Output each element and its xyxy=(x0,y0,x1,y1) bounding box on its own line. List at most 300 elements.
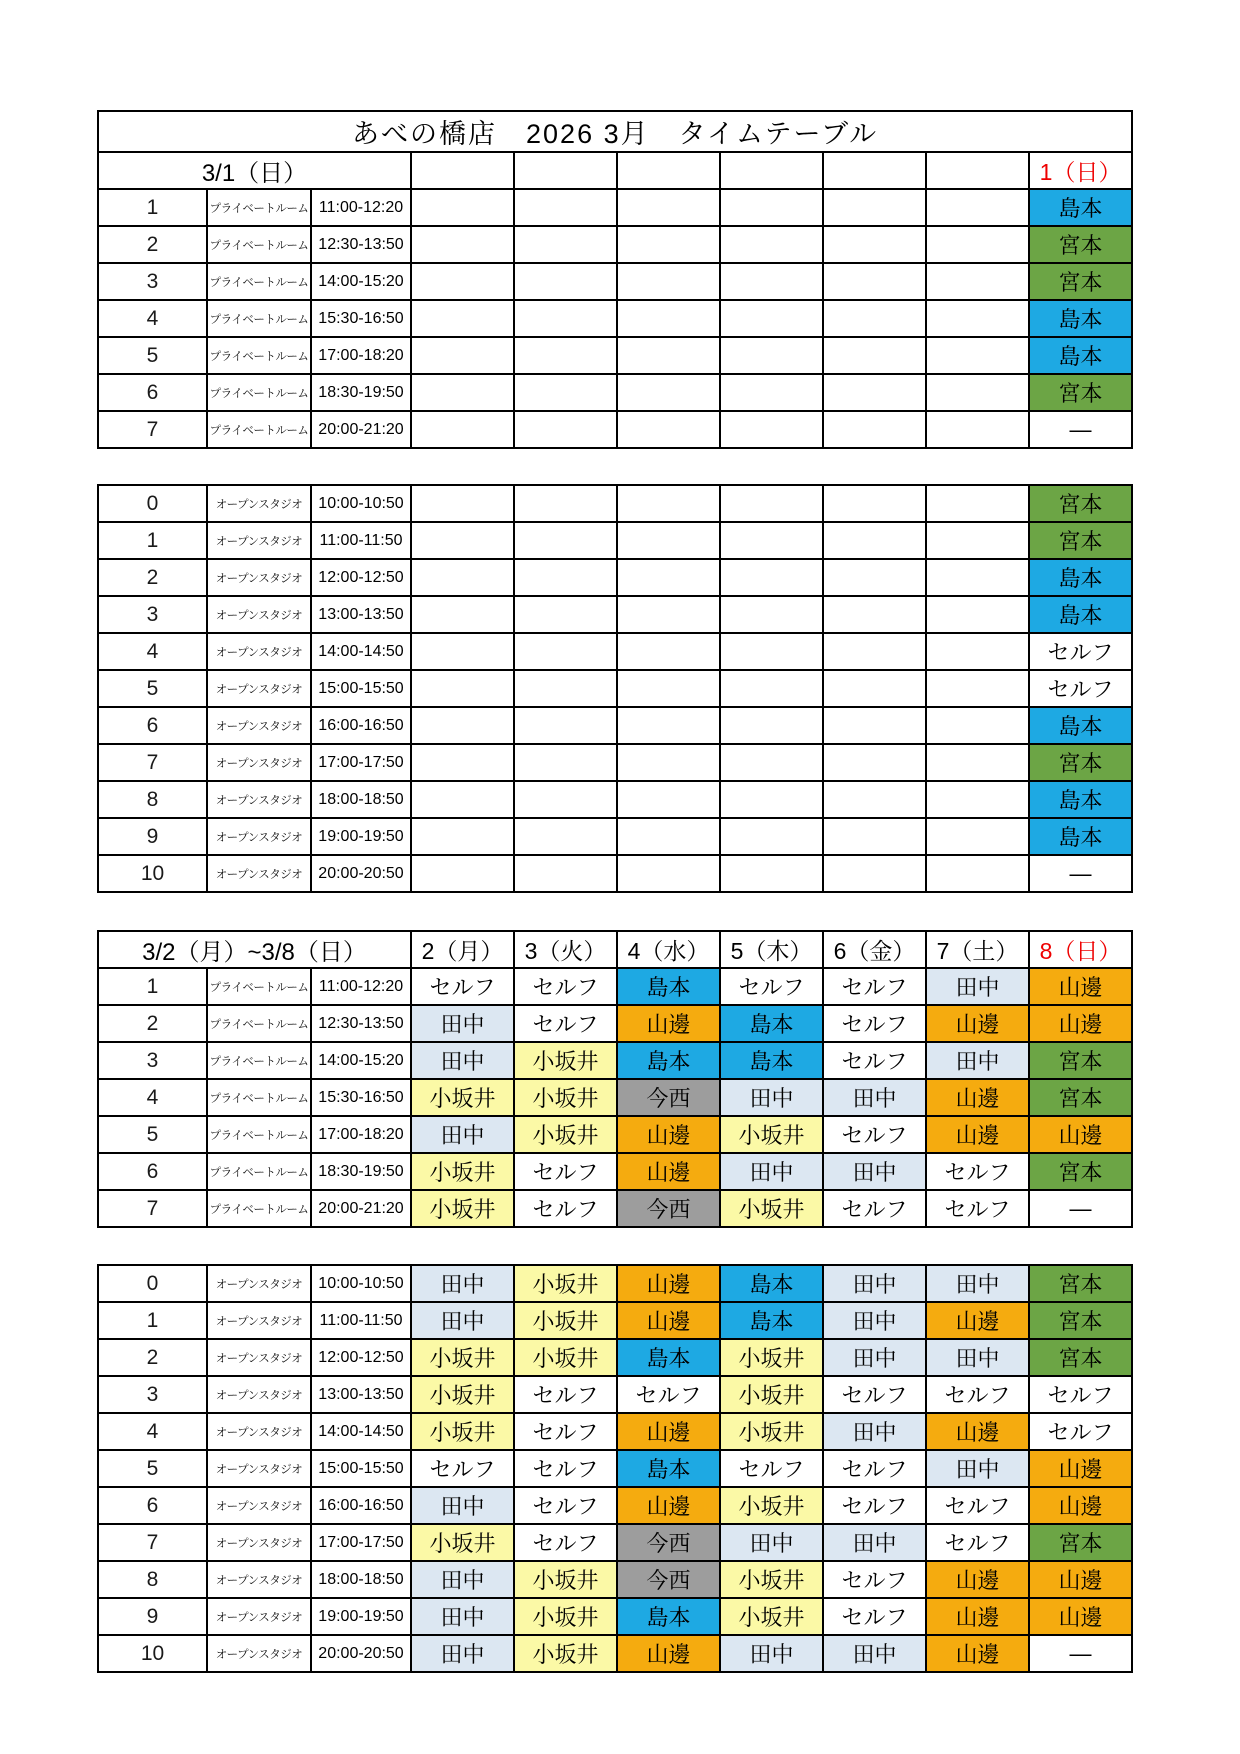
staff-assignment-cell xyxy=(514,374,617,411)
staff-assignment-cell: セルフ xyxy=(823,1561,926,1598)
schedule-row xyxy=(98,1042,1132,1079)
staff-assignment-cell: 山邊 xyxy=(617,1265,720,1302)
slot-number: 5 xyxy=(98,337,207,374)
day-header: 4（水） xyxy=(617,931,720,968)
slot-number: 3 xyxy=(98,596,207,633)
room-label: プライベートルーム xyxy=(207,226,311,263)
room-label: オープンスタジオ xyxy=(207,781,311,818)
open-studio-mar1-table xyxy=(97,484,1133,893)
room-label: オープンスタジオ xyxy=(207,1413,311,1450)
staff-assignment-cell: 島本 xyxy=(1029,707,1132,744)
staff-assignment-cell: 島本 xyxy=(1029,818,1132,855)
time-slot: 20:00-21:20 xyxy=(311,1190,411,1227)
staff-assignment-cell: 山邊 xyxy=(617,1302,720,1339)
staff-assignment-cell xyxy=(926,337,1029,374)
day-header: 6（金） xyxy=(823,931,926,968)
staff-assignment-cell: 小坂井 xyxy=(411,1524,514,1561)
staff-assignment-cell xyxy=(411,596,514,633)
staff-assignment-cell: セルフ xyxy=(823,1190,926,1227)
staff-assignment-cell: ― xyxy=(1029,1190,1132,1227)
timetable-tables-container xyxy=(97,110,1240,1673)
schedule-row xyxy=(98,855,1132,892)
schedule-row xyxy=(98,968,1132,1005)
room-label: オープンスタジオ xyxy=(207,1450,311,1487)
time-slot: 15:00-15:50 xyxy=(311,670,411,707)
staff-assignment-cell: 山邊 xyxy=(926,1005,1029,1042)
time-slot: 17:00-18:20 xyxy=(311,1116,411,1153)
staff-assignment-cell: 田中 xyxy=(926,1042,1029,1079)
staff-assignment-cell xyxy=(411,263,514,300)
staff-assignment-cell xyxy=(514,818,617,855)
staff-assignment-cell: 山邊 xyxy=(926,1302,1029,1339)
time-slot: 13:00-13:50 xyxy=(311,596,411,633)
room-label: プライベートルーム xyxy=(207,374,311,411)
time-slot: 11:00-12:20 xyxy=(311,968,411,1005)
staff-assignment-cell: 宮本 xyxy=(1029,1339,1132,1376)
staff-assignment-cell xyxy=(411,189,514,226)
staff-assignment-cell xyxy=(514,337,617,374)
staff-assignment-cell: 田中 xyxy=(411,1635,514,1672)
staff-assignment-cell: 田中 xyxy=(823,1153,926,1190)
room-label: オープンスタジオ xyxy=(207,1561,311,1598)
staff-assignment-cell: 山邊 xyxy=(926,1079,1029,1116)
staff-assignment-cell: 田中 xyxy=(411,1042,514,1079)
staff-assignment-cell: 田中 xyxy=(411,1598,514,1635)
time-slot: 15:00-15:50 xyxy=(311,1450,411,1487)
staff-assignment-cell: 田中 xyxy=(411,1487,514,1524)
staff-assignment-cell xyxy=(411,522,514,559)
staff-assignment-cell xyxy=(617,374,720,411)
schedule-row xyxy=(98,374,1132,411)
staff-assignment-cell: 田中 xyxy=(411,1116,514,1153)
staff-assignment-cell: 山邊 xyxy=(617,1116,720,1153)
room-label: プライベートルーム xyxy=(207,1005,311,1042)
staff-assignment-cell: 小坂井 xyxy=(514,1042,617,1079)
staff-assignment-cell xyxy=(926,411,1029,448)
staff-assignment-cell: 小坂井 xyxy=(720,1116,823,1153)
slot-number: 5 xyxy=(98,1116,207,1153)
staff-assignment-cell: セルフ xyxy=(823,1598,926,1635)
staff-assignment-cell: 小坂井 xyxy=(411,1413,514,1450)
staff-assignment-cell: 今西 xyxy=(617,1561,720,1598)
staff-assignment-cell xyxy=(514,411,617,448)
slot-number: 7 xyxy=(98,1524,207,1561)
staff-assignment-cell: ― xyxy=(1029,1635,1132,1672)
staff-assignment-cell: 山邊 xyxy=(617,1153,720,1190)
staff-assignment-cell xyxy=(514,485,617,522)
staff-assignment-cell: 田中 xyxy=(411,1561,514,1598)
staff-assignment-cell xyxy=(823,855,926,892)
staff-assignment-cell: セルフ xyxy=(411,1450,514,1487)
day-header: 5（木） xyxy=(720,931,823,968)
staff-assignment-cell xyxy=(411,707,514,744)
schedule-row xyxy=(98,1450,1132,1487)
time-slot: 18:30-19:50 xyxy=(311,1153,411,1190)
staff-assignment-cell xyxy=(411,781,514,818)
slot-number: 7 xyxy=(98,744,207,781)
staff-assignment-cell xyxy=(926,818,1029,855)
staff-assignment-cell: 宮本 xyxy=(1029,1265,1132,1302)
staff-assignment-cell xyxy=(617,781,720,818)
staff-assignment-cell: セルフ xyxy=(823,1450,926,1487)
schedule-row xyxy=(98,522,1132,559)
day-header xyxy=(514,152,617,189)
time-slot: 12:00-12:50 xyxy=(311,1339,411,1376)
schedule-row xyxy=(98,263,1132,300)
schedule-row xyxy=(98,1598,1132,1635)
slot-number: 3 xyxy=(98,263,207,300)
staff-assignment-cell xyxy=(926,633,1029,670)
staff-assignment-cell: 宮本 xyxy=(1029,744,1132,781)
staff-assignment-cell: セルフ xyxy=(1029,1413,1132,1450)
staff-assignment-cell xyxy=(823,300,926,337)
staff-assignment-cell: セルフ xyxy=(926,1376,1029,1413)
slot-number: 4 xyxy=(98,633,207,670)
staff-assignment-cell: 田中 xyxy=(823,1635,926,1672)
staff-assignment-cell: セルフ xyxy=(514,1005,617,1042)
staff-assignment-cell xyxy=(720,855,823,892)
staff-assignment-cell: 山邊 xyxy=(1029,1487,1132,1524)
staff-assignment-cell xyxy=(514,855,617,892)
staff-assignment-cell: 島本 xyxy=(720,1042,823,1079)
staff-assignment-cell xyxy=(823,670,926,707)
room-label: オープンスタジオ xyxy=(207,1598,311,1635)
schedule-row xyxy=(98,1265,1132,1302)
staff-assignment-cell xyxy=(823,411,926,448)
staff-assignment-cell xyxy=(411,744,514,781)
staff-assignment-cell xyxy=(926,189,1029,226)
slot-number: 7 xyxy=(98,411,207,448)
room-label: オープンスタジオ xyxy=(207,670,311,707)
staff-assignment-cell: セルフ xyxy=(926,1487,1029,1524)
staff-assignment-cell: 今西 xyxy=(617,1190,720,1227)
staff-assignment-cell: 宮本 xyxy=(1029,263,1132,300)
staff-assignment-cell xyxy=(514,670,617,707)
slot-number: 1 xyxy=(98,968,207,1005)
staff-assignment-cell: 山邊 xyxy=(926,1413,1029,1450)
staff-assignment-cell: 小坂井 xyxy=(411,1339,514,1376)
staff-assignment-cell xyxy=(617,485,720,522)
staff-assignment-cell: 宮本 xyxy=(1029,1153,1132,1190)
staff-assignment-cell xyxy=(926,670,1029,707)
staff-assignment-cell: 島本 xyxy=(617,1598,720,1635)
staff-assignment-cell xyxy=(514,189,617,226)
slot-number: 2 xyxy=(98,559,207,596)
staff-assignment-cell xyxy=(411,485,514,522)
staff-assignment-cell xyxy=(720,374,823,411)
staff-assignment-cell: 山邊 xyxy=(617,1487,720,1524)
staff-assignment-cell: 島本 xyxy=(1029,337,1132,374)
time-slot: 20:00-20:50 xyxy=(311,1635,411,1672)
time-slot: 14:00-15:20 xyxy=(311,1042,411,1079)
time-slot: 14:00-15:20 xyxy=(311,263,411,300)
staff-assignment-cell xyxy=(823,559,926,596)
staff-assignment-cell: 田中 xyxy=(823,1339,926,1376)
time-slot: 16:00-16:50 xyxy=(311,707,411,744)
schedule-row xyxy=(98,337,1132,374)
time-slot: 12:30-13:50 xyxy=(311,226,411,263)
staff-assignment-cell: 山邊 xyxy=(926,1635,1029,1672)
staff-assignment-cell: 小坂井 xyxy=(411,1079,514,1116)
staff-assignment-cell xyxy=(411,300,514,337)
schedule-row xyxy=(98,1079,1132,1116)
room-label: オープンスタジオ xyxy=(207,522,311,559)
staff-assignment-cell: 山邊 xyxy=(617,1413,720,1450)
staff-assignment-cell: 田中 xyxy=(926,968,1029,1005)
staff-assignment-cell xyxy=(411,633,514,670)
day-header: 8（日） xyxy=(1029,931,1132,968)
staff-assignment-cell xyxy=(720,744,823,781)
time-slot: 20:00-21:20 xyxy=(311,411,411,448)
slot-number: 4 xyxy=(98,300,207,337)
staff-assignment-cell xyxy=(926,559,1029,596)
time-slot: 12:00-12:50 xyxy=(311,559,411,596)
staff-assignment-cell xyxy=(514,226,617,263)
staff-assignment-cell: 山邊 xyxy=(1029,1450,1132,1487)
room-label: オープンスタジオ xyxy=(207,1302,311,1339)
staff-assignment-cell: セルフ xyxy=(514,968,617,1005)
private-room-mar1-table xyxy=(97,110,1133,449)
staff-assignment-cell xyxy=(617,300,720,337)
staff-assignment-cell: 田中 xyxy=(720,1635,823,1672)
time-slot: 18:30-19:50 xyxy=(311,374,411,411)
slot-number: 5 xyxy=(98,670,207,707)
staff-assignment-cell: セルフ xyxy=(823,968,926,1005)
staff-assignment-cell xyxy=(823,189,926,226)
staff-assignment-cell xyxy=(617,707,720,744)
slot-number: 2 xyxy=(98,1339,207,1376)
staff-assignment-cell: 田中 xyxy=(926,1265,1029,1302)
room-label: オープンスタジオ xyxy=(207,707,311,744)
room-label: プライベートルーム xyxy=(207,1116,311,1153)
slot-number: 1 xyxy=(98,189,207,226)
staff-assignment-cell xyxy=(411,670,514,707)
schedule-row xyxy=(98,1376,1132,1413)
open-studio-week-table xyxy=(97,1264,1133,1673)
room-label: オープンスタジオ xyxy=(207,818,311,855)
room-label: オープンスタジオ xyxy=(207,1524,311,1561)
staff-assignment-cell xyxy=(514,707,617,744)
day-header xyxy=(926,152,1029,189)
schedule-row xyxy=(98,559,1132,596)
time-slot: 15:30-16:50 xyxy=(311,300,411,337)
staff-assignment-cell: 小坂井 xyxy=(411,1190,514,1227)
staff-assignment-cell: セルフ xyxy=(1029,670,1132,707)
staff-assignment-cell: セルフ xyxy=(720,1450,823,1487)
staff-assignment-cell xyxy=(823,744,926,781)
staff-assignment-cell xyxy=(720,818,823,855)
staff-assignment-cell: 田中 xyxy=(720,1524,823,1561)
staff-assignment-cell xyxy=(514,559,617,596)
staff-assignment-cell: 小坂井 xyxy=(514,1561,617,1598)
slot-number: 1 xyxy=(98,1302,207,1339)
staff-assignment-cell: 宮本 xyxy=(1029,485,1132,522)
staff-assignment-cell xyxy=(514,781,617,818)
date-range-label: 3/2（月）~3/8（日） xyxy=(98,931,411,968)
day-header xyxy=(617,152,720,189)
staff-assignment-cell xyxy=(617,596,720,633)
staff-assignment-cell xyxy=(720,670,823,707)
staff-assignment-cell: 島本 xyxy=(1029,781,1132,818)
staff-assignment-cell xyxy=(926,300,1029,337)
time-slot: 19:00-19:50 xyxy=(311,818,411,855)
staff-assignment-cell xyxy=(617,855,720,892)
staff-assignment-cell: 小坂井 xyxy=(514,1635,617,1672)
staff-assignment-cell xyxy=(617,263,720,300)
schedule-row xyxy=(98,633,1132,670)
staff-assignment-cell: 島本 xyxy=(720,1302,823,1339)
staff-assignment-cell: 宮本 xyxy=(1029,226,1132,263)
staff-assignment-cell xyxy=(720,411,823,448)
schedule-row xyxy=(98,226,1132,263)
time-slot: 17:00-17:50 xyxy=(311,1524,411,1561)
staff-assignment-cell xyxy=(926,855,1029,892)
staff-assignment-cell: 小坂井 xyxy=(720,1376,823,1413)
staff-assignment-cell xyxy=(720,485,823,522)
staff-assignment-cell xyxy=(720,189,823,226)
room-label: プライベートルーム xyxy=(207,968,311,1005)
staff-assignment-cell: 小坂井 xyxy=(514,1079,617,1116)
staff-assignment-cell: セルフ xyxy=(514,1450,617,1487)
staff-assignment-cell xyxy=(514,300,617,337)
room-label: オープンスタジオ xyxy=(207,633,311,670)
schedule-row xyxy=(98,1153,1132,1190)
staff-assignment-cell xyxy=(617,411,720,448)
staff-assignment-cell xyxy=(823,263,926,300)
slot-number: 4 xyxy=(98,1079,207,1116)
staff-assignment-cell: 山邊 xyxy=(1029,1005,1132,1042)
room-label: オープンスタジオ xyxy=(207,744,311,781)
schedule-row xyxy=(98,1116,1132,1153)
staff-assignment-cell: 小坂井 xyxy=(514,1339,617,1376)
staff-assignment-cell xyxy=(617,522,720,559)
staff-assignment-cell: セルフ xyxy=(514,1413,617,1450)
room-label: オープンスタジオ xyxy=(207,1265,311,1302)
schedule-row xyxy=(98,1339,1132,1376)
staff-assignment-cell: 小坂井 xyxy=(411,1376,514,1413)
staff-assignment-cell: 田中 xyxy=(411,1265,514,1302)
day-header xyxy=(720,152,823,189)
room-label: プライベートルーム xyxy=(207,411,311,448)
slot-number: 9 xyxy=(98,818,207,855)
staff-assignment-cell: 小坂井 xyxy=(720,1487,823,1524)
staff-assignment-cell xyxy=(926,596,1029,633)
day-header: 7（土） xyxy=(926,931,1029,968)
time-slot: 15:30-16:50 xyxy=(311,1079,411,1116)
staff-assignment-cell xyxy=(411,411,514,448)
staff-assignment-cell: 田中 xyxy=(411,1302,514,1339)
staff-assignment-cell xyxy=(617,559,720,596)
schedule-row xyxy=(98,300,1132,337)
staff-assignment-cell xyxy=(411,818,514,855)
staff-assignment-cell: 田中 xyxy=(823,1524,926,1561)
staff-assignment-cell xyxy=(617,633,720,670)
staff-assignment-cell xyxy=(720,633,823,670)
time-slot: 11:00-12:20 xyxy=(311,189,411,226)
room-label: オープンスタジオ xyxy=(207,1487,311,1524)
staff-assignment-cell xyxy=(926,707,1029,744)
staff-assignment-cell: セルフ xyxy=(1029,633,1132,670)
staff-assignment-cell: 小坂井 xyxy=(514,1116,617,1153)
time-slot: 19:00-19:50 xyxy=(311,1598,411,1635)
time-slot: 10:00-10:50 xyxy=(311,485,411,522)
staff-assignment-cell xyxy=(823,337,926,374)
private-room-week-table xyxy=(97,930,1133,1228)
staff-assignment-cell xyxy=(720,263,823,300)
room-label: プライベートルーム xyxy=(207,1153,311,1190)
schedule-row xyxy=(98,1487,1132,1524)
staff-assignment-cell: セルフ xyxy=(926,1153,1029,1190)
staff-assignment-cell xyxy=(720,337,823,374)
staff-assignment-cell: 山邊 xyxy=(926,1116,1029,1153)
room-label: プライベートルーム xyxy=(207,300,311,337)
staff-assignment-cell: セルフ xyxy=(720,968,823,1005)
time-slot: 14:00-14:50 xyxy=(311,1413,411,1450)
staff-assignment-cell: 宮本 xyxy=(1029,1302,1132,1339)
time-slot: 16:00-16:50 xyxy=(311,1487,411,1524)
room-label: プライベートルーム xyxy=(207,1042,311,1079)
staff-assignment-cell: 田中 xyxy=(926,1450,1029,1487)
staff-assignment-cell: 山邊 xyxy=(926,1561,1029,1598)
staff-assignment-cell: 小坂井 xyxy=(514,1265,617,1302)
staff-assignment-cell: 田中 xyxy=(411,1005,514,1042)
time-slot: 17:00-18:20 xyxy=(311,337,411,374)
slot-number: 2 xyxy=(98,1005,207,1042)
staff-assignment-cell xyxy=(411,559,514,596)
staff-assignment-cell xyxy=(926,522,1029,559)
staff-assignment-cell: 小坂井 xyxy=(720,1413,823,1450)
slot-number: 3 xyxy=(98,1376,207,1413)
staff-assignment-cell: 山邊 xyxy=(926,1598,1029,1635)
slot-number: 8 xyxy=(98,781,207,818)
staff-assignment-cell: 島本 xyxy=(1029,300,1132,337)
staff-assignment-cell xyxy=(823,374,926,411)
staff-assignment-cell: ― xyxy=(1029,411,1132,448)
staff-assignment-cell: セルフ xyxy=(514,1153,617,1190)
staff-assignment-cell xyxy=(926,485,1029,522)
staff-assignment-cell: 宮本 xyxy=(1029,1524,1132,1561)
schedule-row xyxy=(98,596,1132,633)
schedule-row xyxy=(98,1005,1132,1042)
staff-assignment-cell: 今西 xyxy=(617,1524,720,1561)
staff-assignment-cell: 山邊 xyxy=(1029,1116,1132,1153)
slot-number: 10 xyxy=(98,855,207,892)
time-slot: 11:00-11:50 xyxy=(311,522,411,559)
schedule-row xyxy=(98,1561,1132,1598)
schedule-row xyxy=(98,744,1132,781)
schedule-row xyxy=(98,781,1132,818)
staff-assignment-cell xyxy=(617,337,720,374)
staff-assignment-cell: セルフ xyxy=(617,1376,720,1413)
time-slot: 14:00-14:50 xyxy=(311,633,411,670)
day-header: 1（日） xyxy=(1029,152,1132,189)
staff-assignment-cell: 山邊 xyxy=(1029,1561,1132,1598)
schedule-row xyxy=(98,818,1132,855)
staff-assignment-cell: 小坂井 xyxy=(720,1190,823,1227)
staff-assignment-cell: 田中 xyxy=(720,1079,823,1116)
day-header xyxy=(411,152,514,189)
staff-assignment-cell: 島本 xyxy=(720,1005,823,1042)
staff-assignment-cell xyxy=(411,374,514,411)
slot-number: 6 xyxy=(98,1487,207,1524)
staff-assignment-cell xyxy=(720,226,823,263)
staff-assignment-cell: 小坂井 xyxy=(514,1302,617,1339)
staff-assignment-cell: セルフ xyxy=(926,1190,1029,1227)
staff-assignment-cell: 田中 xyxy=(823,1265,926,1302)
slot-number: 6 xyxy=(98,1153,207,1190)
staff-assignment-cell: 島本 xyxy=(1029,596,1132,633)
schedule-row xyxy=(98,1413,1132,1450)
